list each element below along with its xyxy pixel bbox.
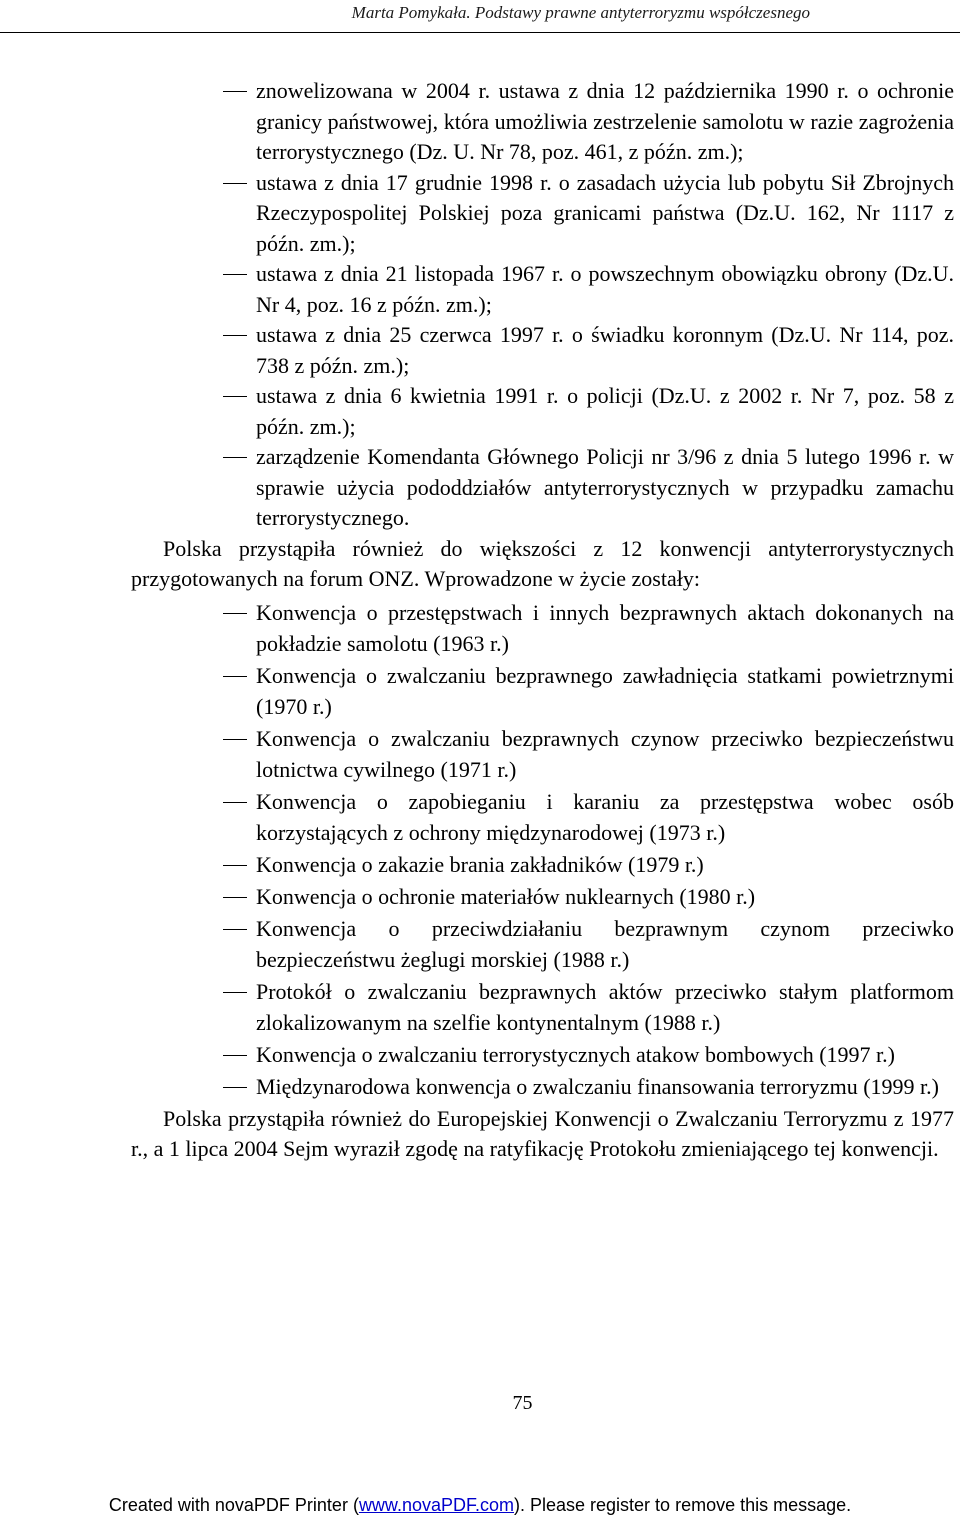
list-item-convention: Konwencja o zapobieganiu i karaniu za przestępstwa wobec osób korzystających z ochrony międzynarodowej (1973 r.): [131, 786, 954, 848]
running-header: Marta Pomykała. Podstawy prawne antyterroryzmu współczesnego: [351, 3, 810, 22]
list-item-convention: Konwencja o zwalczaniu bezprawnego zawładnięcia statkami powietrznymi (1970 r.): [131, 660, 954, 722]
novapdf-link[interactable]: www.novaPDF.com: [358, 1495, 514, 1515]
conventions-list: [131, 597, 954, 1102]
dash-bullet-icon: [223, 396, 247, 397]
paragraph-european-convention: Polska przystąpiła również do Europejskiej Konwencji o Zwalczaniu Terroryzmu z 1977 r., a 1 lipca 2004 Sejm wyraził zgodę na ratyfikację Protokołu zmieniającego tej konwencji.: [131, 1105, 954, 1161]
list-item-law: znowelizowana w 2004 r. ustawa z dnia 12 października 1990 r. o ochronie granicy państwowej, która umożliwia zestrzelenie samolotu w razie zagrożenia terrorystycznego (Dz. U. Nr 78, poz. 461, z późn. zm.);: [131, 76, 954, 168]
list-item-law: zarządzenie Komendanta Głównego Policji nr 3/96 z dnia 5 lutego 1996 r. w sprawie użycia pododdziałów antyterrorystycznych w przypadku zamachu terrorystycznego.: [131, 442, 954, 534]
list-item-convention: Konwencja o zwalczaniu terrorystycznych atakow bombowych (1997 r.): [131, 1039, 954, 1070]
dash-bullet-icon: [223, 802, 247, 803]
paragraph-onz-conventions: Polska przystąpiła również do większości z 12 konwencji antyterrorystycznych przygotowanych na forum ONZ. Wprowadzone w życie zostały:: [131, 535, 954, 591]
dash-bullet-icon: [223, 897, 247, 898]
dash-bullet-icon: [223, 1055, 247, 1056]
footer-suffix: ). Please register to remove this message.: [514, 1495, 852, 1515]
dash-bullet-icon: [223, 865, 247, 866]
list-item-law: ustawa z dnia 21 listopada 1967 r. o powszechnym obowiązku obrony (Dz.U. Nr 4, poz. 16 z późn. zm.);: [131, 259, 954, 320]
pdf-printer-notice: [0, 1495, 960, 1516]
dash-bullet-icon: [223, 676, 247, 677]
dash-bullet-icon: [223, 91, 247, 92]
laws-list: [131, 76, 954, 534]
list-item-convention: Międzynarodowa konwencja o zwalczaniu finansowania terroryzmu (1999 r.): [131, 1071, 954, 1102]
dash-bullet-icon: [223, 274, 247, 275]
list-item-convention: Konwencja o przestępstwach i innych bezprawnych aktach dokonanych na pokładzie samolotu (1963 r.): [131, 597, 954, 659]
list-item-convention: Konwencja o ochronie materiałów nuklearnych (1980 r.): [131, 881, 954, 912]
list-item-law: ustawa z dnia 17 grudnie 1998 r. o zasadach użycia lub pobytu Sił Zbrojnych Rzeczypospolitej Polskiej poza granicami państwa (Dz.U. 162, Nr 1117 z późn. zm.);: [131, 168, 954, 260]
dash-bullet-icon: [223, 613, 247, 614]
header-divider: [0, 32, 960, 33]
list-item-convention: Konwencja o zakazie brania zakładników (1979 r.): [131, 849, 954, 880]
footer-prefix: Created with novaPDF Printer (: [108, 1495, 359, 1515]
dash-bullet-icon: [223, 457, 247, 458]
dash-bullet-icon: [223, 1087, 247, 1088]
dash-bullet-icon: [223, 992, 247, 993]
page-body: [131, 76, 954, 1165]
list-item-convention: Protokół o zwalczaniu bezprawnych aktów przeciwko stałym platformom zlokalizowanym na szelfie kontynentalnym (1988 r.): [131, 976, 954, 1038]
list-item-convention: Konwencja o przeciwdziałaniu bezprawnym czynom przeciwko bezpieczeństwu żeglugi morskiej (1988 r.): [131, 913, 954, 975]
list-item-law: ustawa z dnia 25 czerwca 1997 r. o świadku koronnym (Dz.U. Nr 114, poz. 738 z późn. zm.);: [131, 320, 954, 381]
dash-bullet-icon: [223, 335, 247, 336]
list-item-convention: Konwencja o zwalczaniu bezprawnych czynow przeciwko bezpieczeństwu lotnictwa cywilnego (1971 r.): [131, 723, 954, 785]
dash-bullet-icon: [223, 739, 247, 740]
dash-bullet-icon: [223, 929, 247, 930]
dash-bullet-icon: [223, 183, 247, 184]
page-number: 75: [512, 1392, 533, 1414]
list-item-law: ustawa z dnia 6 kwietnia 1991 r. o policji (Dz.U. z 2002 r. Nr 7, poz. 58 z późn. zm.);: [131, 381, 954, 442]
